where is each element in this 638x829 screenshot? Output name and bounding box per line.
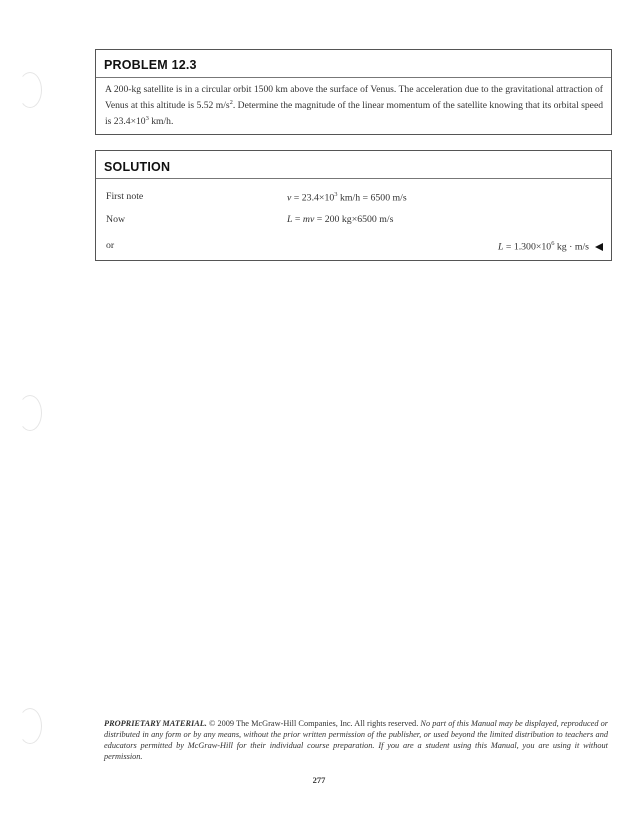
step-equation: [287, 191, 407, 203]
statement-exponent: 2: [229, 99, 233, 106]
problem-divider: [96, 77, 611, 78]
footer-copyright: © 2009 The McGraw-Hill Companies, Inc. All rights reserved.: [206, 719, 421, 728]
solution-divider: [96, 178, 611, 179]
equation-variable: L: [287, 214, 293, 225]
scan-artifact: [18, 395, 42, 431]
solution-title: SOLUTION: [104, 160, 171, 174]
equation-text: = 23.4×10: [291, 192, 335, 204]
page-number: 277: [312, 775, 326, 785]
equation-variable: mv: [302, 214, 315, 225]
equation-text: =: [292, 214, 303, 225]
problem-statement: [105, 83, 603, 128]
step-label: Now: [106, 214, 126, 225]
step-label: or: [106, 240, 115, 251]
statement-text: . Determine the magnitude of the linear momentum of the satellite knowing that its orbital speed is 23.4×10: [105, 100, 603, 128]
step-equation: [287, 214, 393, 225]
equation-variable: L: [497, 241, 504, 253]
equation-variable: v: [287, 192, 292, 204]
solution-box: [95, 150, 612, 261]
equation-text: km/h = 6500 m/s: [337, 192, 407, 204]
statement-exponent: 3: [145, 115, 149, 123]
scan-artifact: [18, 708, 42, 744]
final-answer: [498, 240, 603, 252]
equation-text: = 200 kg×6500 m/s: [314, 214, 394, 225]
statement-text: km/h.: [148, 116, 174, 128]
problem-box: [95, 49, 612, 135]
copyright-footer: [104, 718, 608, 762]
footer-label: PROPRIETARY MATERIAL.: [104, 719, 207, 728]
equation-text: = 1.300×10: [503, 241, 552, 253]
equation-text: kg · m/s: [554, 241, 589, 253]
statement-text: A 200-kg satellite is in a circular orbit 1500 km above the surface of Venus. The acceleration due to the gravitational attraction of Venus at this altitude is 5.52 m/s: [105, 84, 603, 112]
problem-title: PROBLEM 12.3: [104, 58, 197, 72]
equation-exponent: 3: [334, 191, 338, 198]
step-label: First note: [106, 191, 144, 202]
footer-notice: No part of this Manual may be displayed, reproduced or distributed in any form or by any means, without the prior written permission of the publisher, or used beyond the limited distribution to teachers and educators permitted by McGraw-Hill for their individual course preparation. If you are a student using this Manual, you are using it without permission.: [104, 719, 609, 761]
answer-marker-icon: [595, 243, 603, 251]
equation-exponent: 6: [551, 240, 555, 247]
scan-artifact: [18, 72, 42, 108]
